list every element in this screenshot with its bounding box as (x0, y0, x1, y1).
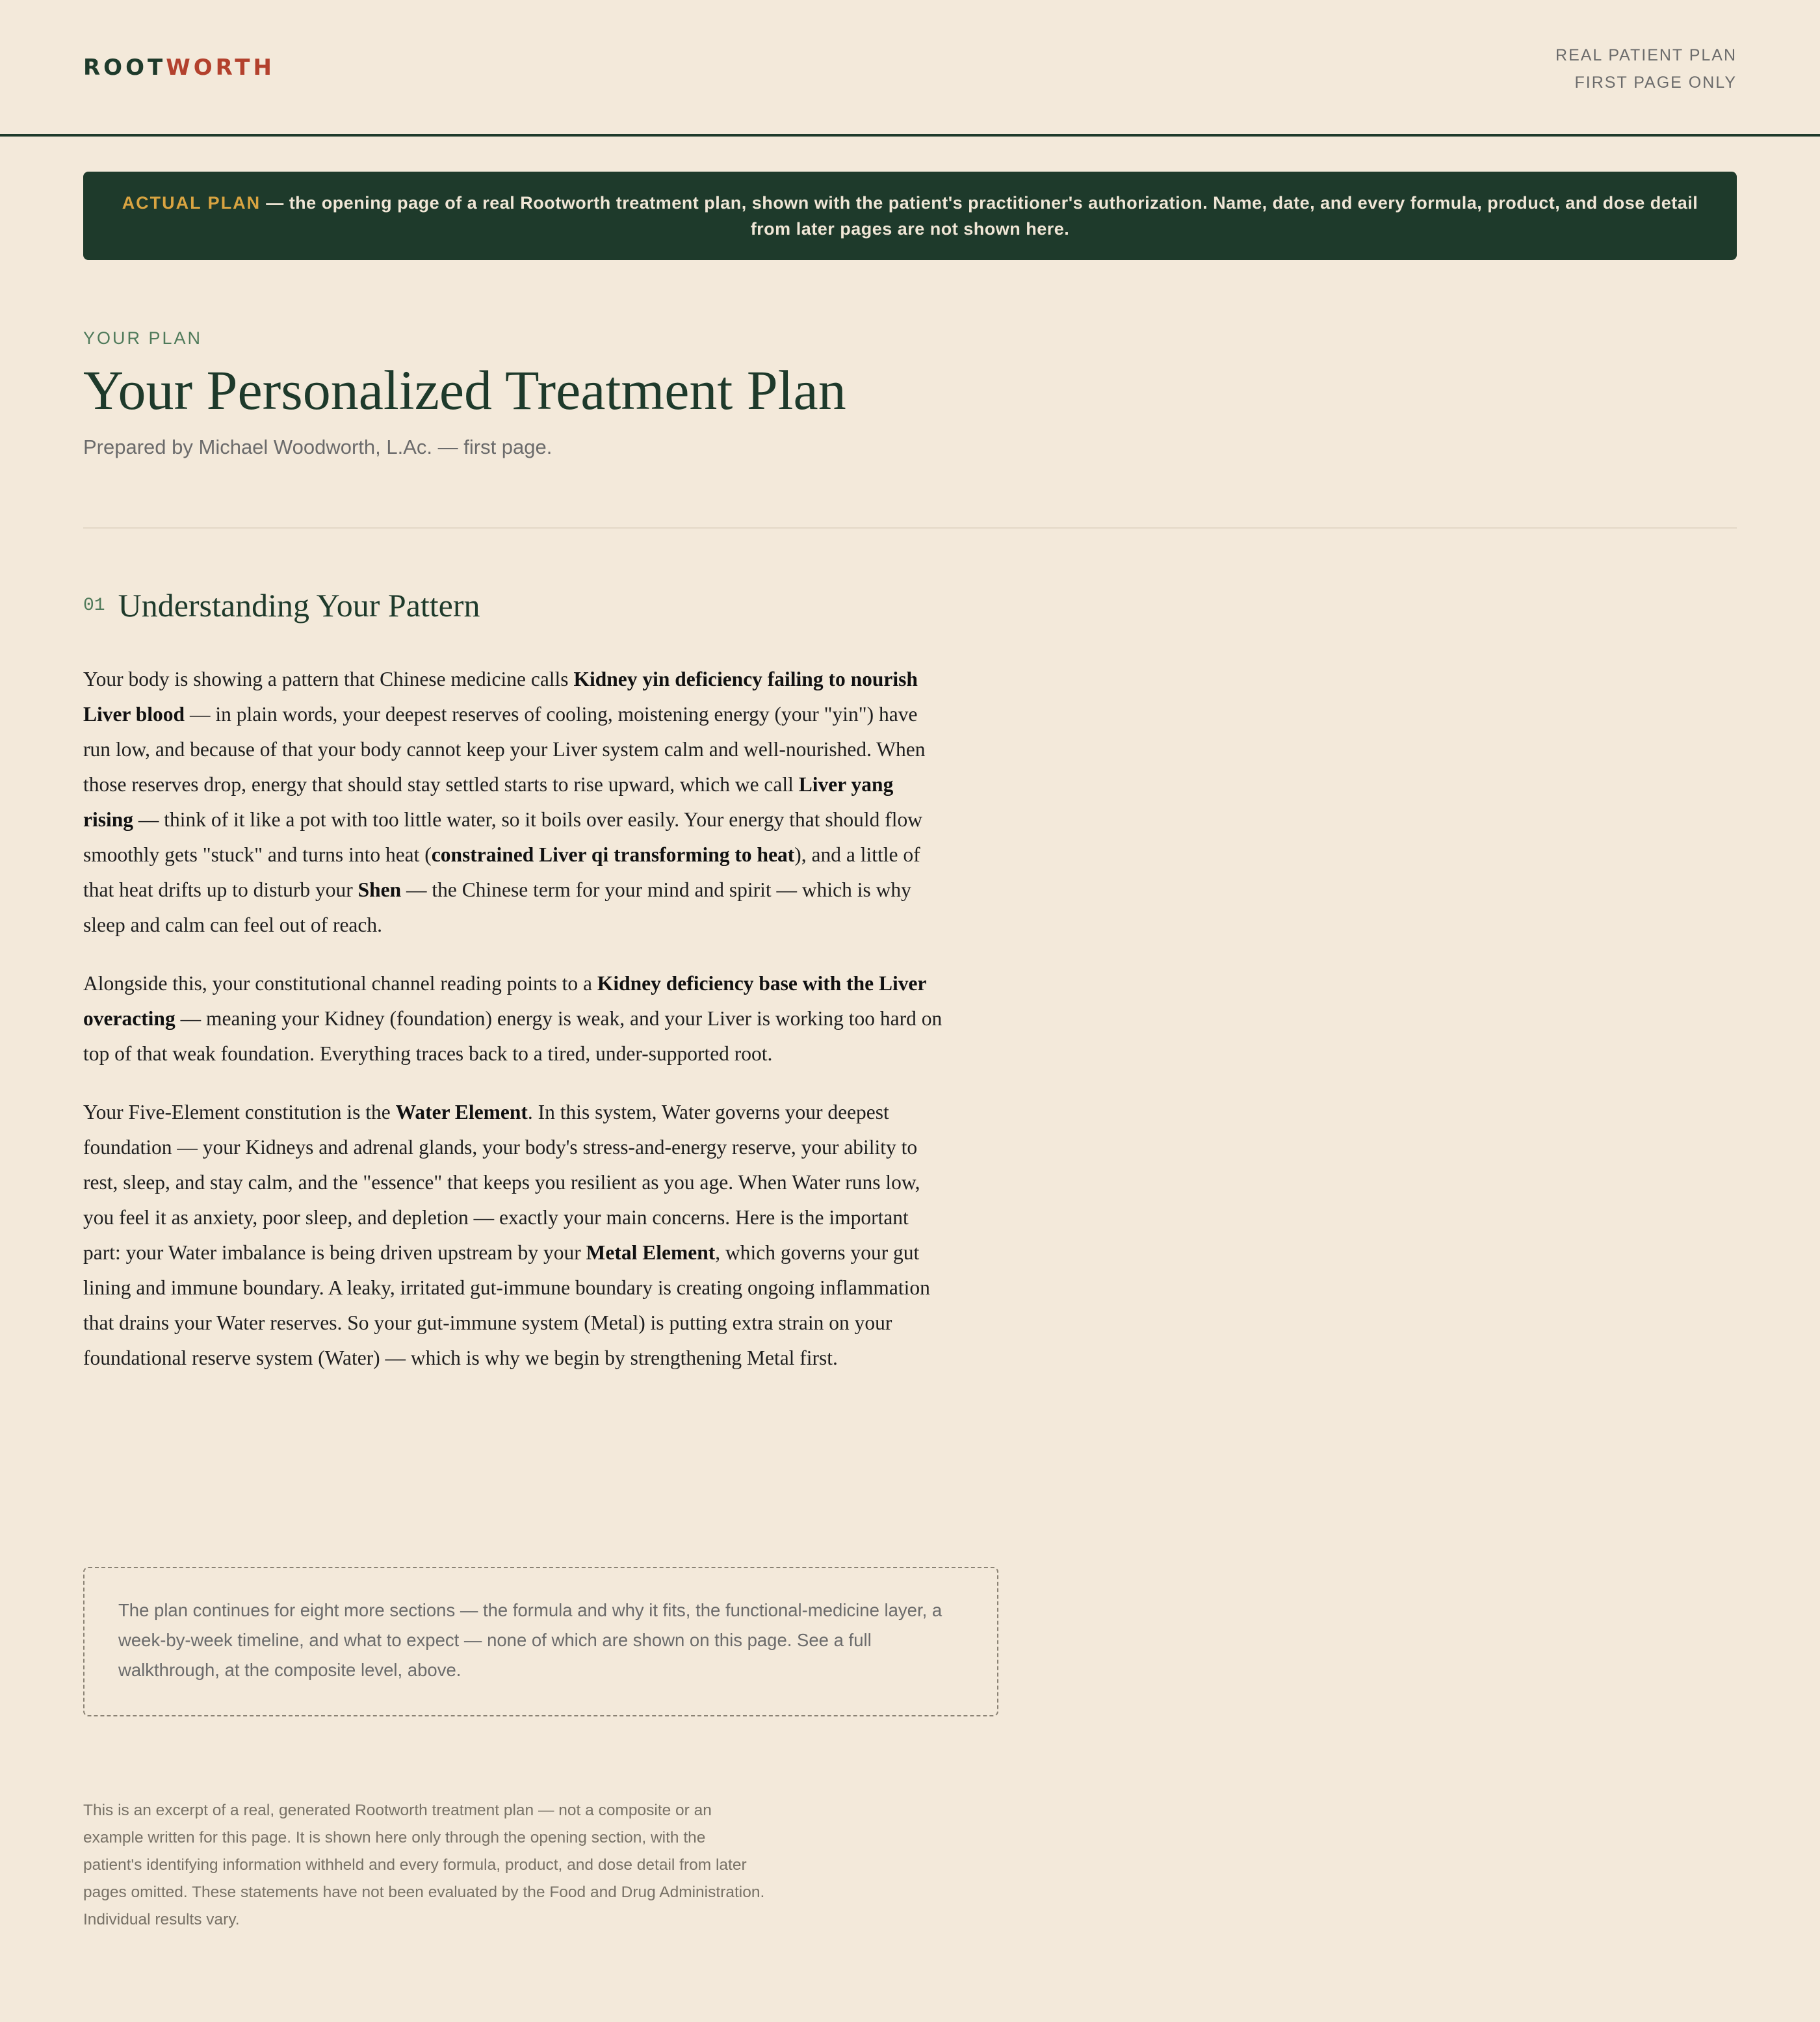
p2-text-1: Alongside this, your constitutional channel reading points to a (83, 972, 597, 995)
section-body (83, 662, 942, 1399)
p2-bold-1: Kidney deficiency base with the Liver overacting (83, 972, 926, 1030)
header-meta (1555, 42, 1737, 96)
page-title: Your Personalized Treatment Plan (83, 359, 846, 421)
header-meta-line1: REAL PATIENT PLAN (1555, 46, 1737, 64)
p1-bold-2: Liver yang rising (83, 773, 894, 831)
site-header (0, 0, 1820, 137)
banner-text: — the opening page of a real Rootworth treatment plan, shown with the patient's practitioner's authorization. Name, date, and every formula, product, and dose detail from later pages are not shown here. (261, 193, 1698, 239)
section-title: Understanding Your Pattern (118, 587, 480, 624)
p1-text-4: ), and a little of that heat drifts up to disturb your (83, 843, 920, 901)
banner-tag: ACTUAL PLAN (122, 193, 261, 213)
section-heading (83, 586, 480, 632)
logo-worth: WORTH (166, 55, 275, 81)
logo-root: ROOT (83, 55, 166, 81)
paragraph-pattern (83, 662, 942, 943)
p1-text-5: — the Chinese term for your mind and spirit — which is why sleep and calm can feel out of reach. (83, 878, 911, 936)
section-number: 01 (83, 595, 105, 616)
p2-text-2: — meaning your Kidney (foundation) energy is weak, and your Liver is working too hard on top of that weak foundation. Everything traces back to a tired, under-supported root. (83, 1007, 942, 1065)
p3-text-1: Your Five-Element constitution is the (83, 1101, 396, 1123)
rootworth-logo[interactable] (83, 53, 275, 82)
p1-text-3: — think of it like a pot with too little water, so it boils over easily. Your energy that should flow smoothly gets "stuck" and turns into heat ( (83, 808, 922, 866)
plan-eyebrow: YOUR PLAN (83, 328, 203, 348)
page-subtitle: Prepared by Michael Woodworth, L.Ac. — first page. (83, 436, 552, 458)
section-divider (83, 527, 1737, 529)
header-meta-line2: FIRST PAGE ONLY (1574, 73, 1737, 92)
p3-text-3: , which governs your gut lining and immune boundary. A leaky, irritated gut-immune boundary is creating ongoing inflammation that drains your Water reserves. So your gut-immune system (Metal) is putting extra strain on your foundational reserve system (Water) — which is why we begin by strengthening Metal first. (83, 1241, 930, 1369)
p1-bold-4: Shen (358, 878, 402, 901)
paragraph-constitution (83, 966, 942, 1071)
p1-bold-1: Kidney yin deficiency failing to nourish Liver blood (83, 668, 918, 726)
p3-bold-2: Metal Element (586, 1241, 716, 1264)
p1-bold-3: constrained Liver qi transforming to heat (431, 843, 795, 866)
p1-text-2: — in plain words, your deepest reserves of cooling, moistening energy (your "yin") have run low, and because of that your body cannot keep your Liver system calm and well-nourished. When those reserves drop, energy that should stay settled starts to rise upward, which we call (83, 703, 926, 796)
actual-plan-banner (83, 172, 1737, 260)
continuation-note: The plan continues for eight more sections — the formula and why it fits, the functional-medicine layer, a week-by-week timeline, and what to expect — none of which are shown on this page. See a full walkthrough, at the composite level, above. (83, 1567, 998, 1716)
disclaimer: This is an excerpt of a real, generated Rootworth treatment plan — not a composite or an example written for this page. It is shown here only through the opening section, with the patient's identifying information withheld and every formula, product, and dose detail from later pages omitted. These statements have not been evaluated by the Food and Drug Administration. Individual results vary. (83, 1802, 765, 1928)
p1-text-1: Your body is showing a pattern that Chinese medicine calls (83, 668, 574, 690)
p3-text-2: . In this system, Water governs your deepest foundation — your Kidneys and adrenal glands, your body's stress-and-energy reserve, your ability to rest, sleep, and stay calm, and the "essence" that keeps you resilient as you age. When Water runs low, you feel it as anxiety, poor sleep, and depletion — exactly your main concerns. Here is the important part: your Water imbalance is being driven upstream by your (83, 1101, 920, 1264)
p3-bold-1: Water Element (395, 1101, 528, 1123)
paragraph-five-element (83, 1095, 942, 1376)
